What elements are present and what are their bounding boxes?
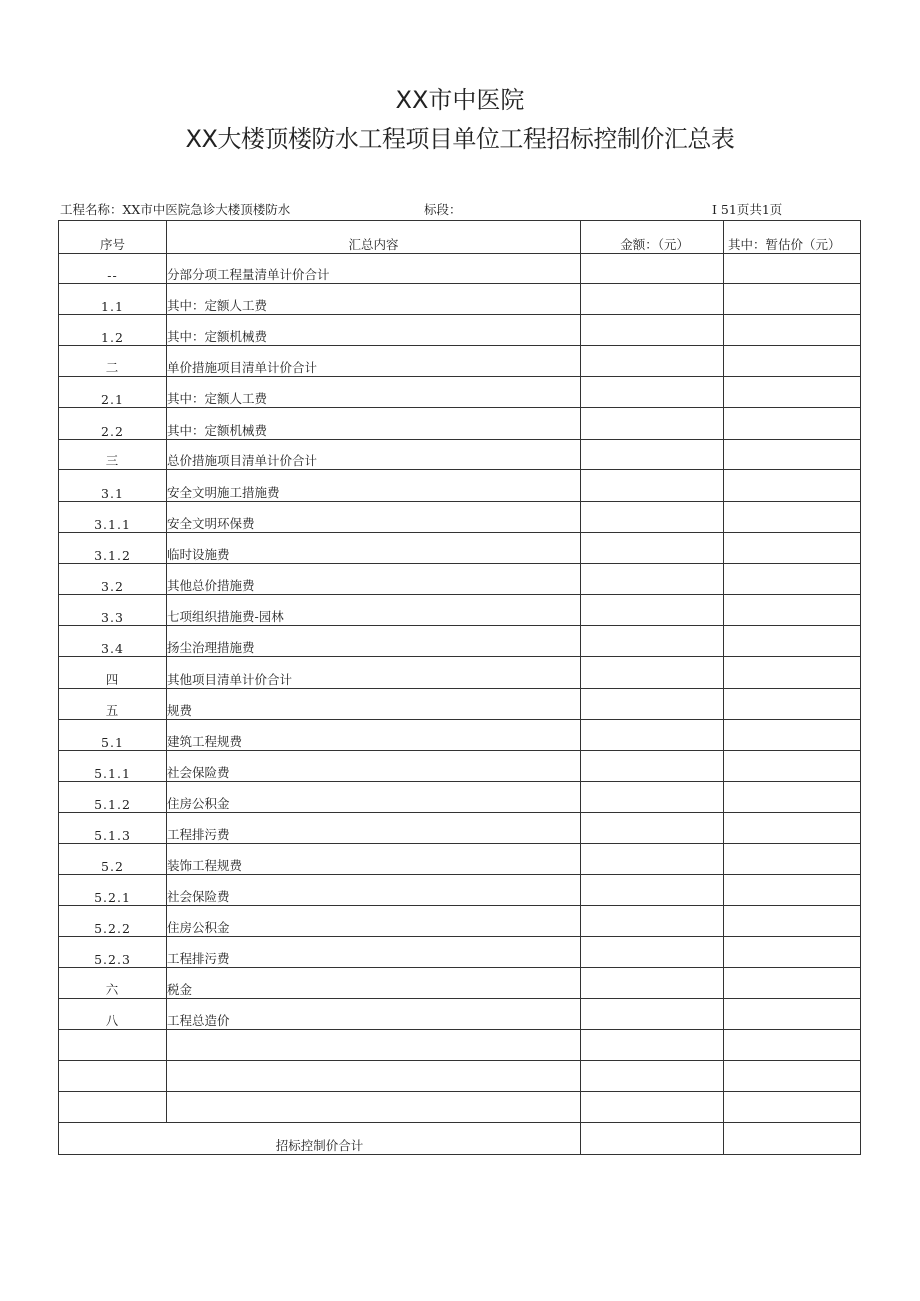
table-row bbox=[59, 1061, 861, 1092]
row-amount-cell bbox=[581, 315, 724, 346]
row-provisional-cell bbox=[724, 968, 861, 999]
row-seq: 八 bbox=[59, 999, 167, 1030]
row-amount-cell bbox=[581, 906, 724, 937]
row-seq bbox=[59, 1092, 167, 1123]
total-amount-cell bbox=[581, 1123, 724, 1155]
row-content: 分部分项工程量清单计价合计 bbox=[167, 254, 581, 284]
row-amount-cell bbox=[581, 1092, 724, 1123]
row-provisional-cell bbox=[724, 315, 861, 346]
table-row bbox=[59, 937, 861, 968]
row-seq: 5.1.1 bbox=[59, 751, 167, 782]
row-seq: 5.1.2 bbox=[59, 782, 167, 813]
table-row bbox=[59, 502, 861, 533]
row-seq: 三 bbox=[59, 440, 167, 470]
row-provisional-cell bbox=[724, 440, 861, 470]
row-provisional-cell bbox=[724, 1061, 861, 1092]
table-row bbox=[59, 657, 861, 689]
row-seq: 3.4 bbox=[59, 626, 167, 657]
row-content: 其他项目清单计价合计 bbox=[167, 657, 581, 689]
table-row bbox=[59, 813, 861, 844]
table-row bbox=[59, 533, 861, 564]
row-provisional-cell bbox=[724, 1092, 861, 1123]
row-content: 总价措施项目清单计价合计 bbox=[167, 440, 581, 470]
page-indicator: I 51页共1页 bbox=[712, 202, 783, 217]
table-row bbox=[59, 844, 861, 875]
row-provisional-cell bbox=[724, 844, 861, 875]
row-provisional-cell bbox=[724, 470, 861, 502]
document-title: XX市中医院 bbox=[395, 86, 525, 114]
row-seq: 3.3 bbox=[59, 595, 167, 626]
row-content: 建筑工程规费 bbox=[167, 720, 581, 751]
row-provisional-cell bbox=[724, 906, 861, 937]
row-provisional-cell bbox=[724, 377, 861, 408]
row-seq bbox=[59, 1030, 167, 1061]
table-row bbox=[59, 254, 861, 284]
row-amount-cell bbox=[581, 470, 724, 502]
row-amount-cell bbox=[581, 1061, 724, 1092]
row-amount-cell bbox=[581, 564, 724, 595]
document-subtitle: XX大楼顶楼防水工程项目单位工程招标控制价汇总表 bbox=[185, 125, 735, 153]
table-row bbox=[59, 564, 861, 595]
row-content: 七项组织措施费-园林 bbox=[167, 595, 581, 626]
row-seq: 四 bbox=[59, 657, 167, 689]
row-content bbox=[167, 1061, 581, 1092]
table-row bbox=[59, 875, 861, 906]
row-seq: 3.1.2 bbox=[59, 533, 167, 564]
row-content: 工程总造价 bbox=[167, 999, 581, 1030]
table-row bbox=[59, 782, 861, 813]
row-seq: 3.1.1 bbox=[59, 502, 167, 533]
row-amount-cell bbox=[581, 533, 724, 564]
table-body bbox=[59, 254, 861, 1123]
row-seq: 五 bbox=[59, 689, 167, 720]
table-row bbox=[59, 470, 861, 502]
row-content: 社会保险费 bbox=[167, 751, 581, 782]
row-amount-cell bbox=[581, 284, 724, 315]
table-row bbox=[59, 408, 861, 440]
row-content: 临时设施费 bbox=[167, 533, 581, 564]
row-amount-cell bbox=[581, 408, 724, 440]
row-provisional-cell bbox=[724, 595, 861, 626]
row-amount-cell bbox=[581, 720, 724, 751]
table-row bbox=[59, 1092, 861, 1123]
row-amount-cell bbox=[581, 844, 724, 875]
row-content: 工程排污费 bbox=[167, 937, 581, 968]
row-content: 其中：定额机械费 bbox=[167, 408, 581, 440]
row-provisional-cell bbox=[724, 502, 861, 533]
row-provisional-cell bbox=[724, 937, 861, 968]
row-seq: 3.2 bbox=[59, 564, 167, 595]
row-amount-cell bbox=[581, 751, 724, 782]
row-content: 其中：定额人工费 bbox=[167, 284, 581, 315]
table-row bbox=[59, 315, 861, 346]
row-amount-cell bbox=[581, 595, 724, 626]
row-amount-cell bbox=[581, 440, 724, 470]
row-content: 装饰工程规费 bbox=[167, 844, 581, 875]
total-row bbox=[59, 1123, 861, 1155]
table-header-row bbox=[59, 221, 861, 254]
row-content: 扬尘治理措施费 bbox=[167, 626, 581, 657]
row-seq: 5.2.2 bbox=[59, 906, 167, 937]
row-content: 单价措施项目清单计价合计 bbox=[167, 346, 581, 377]
row-amount-cell bbox=[581, 689, 724, 720]
row-seq: 六 bbox=[59, 968, 167, 999]
row-amount-cell bbox=[581, 1030, 724, 1061]
row-amount-cell bbox=[581, 875, 724, 906]
table-row bbox=[59, 999, 861, 1030]
row-seq: 5.2 bbox=[59, 844, 167, 875]
row-seq: 5.1.3 bbox=[59, 813, 167, 844]
row-content bbox=[167, 1030, 581, 1061]
row-amount-cell bbox=[581, 657, 724, 689]
summary-table bbox=[58, 220, 861, 1155]
row-content: 其中：定额人工费 bbox=[167, 377, 581, 408]
row-amount-cell bbox=[581, 346, 724, 377]
row-provisional-cell bbox=[724, 751, 861, 782]
row-content: 安全文明环保费 bbox=[167, 502, 581, 533]
row-seq bbox=[59, 1061, 167, 1092]
table-row bbox=[59, 1030, 861, 1061]
row-content: 税金 bbox=[167, 968, 581, 999]
column-header-content: 汇总内容 bbox=[167, 221, 581, 254]
row-seq: 5.2.3 bbox=[59, 937, 167, 968]
total-provisional-cell bbox=[724, 1123, 861, 1155]
row-seq: 1.1 bbox=[59, 284, 167, 315]
row-provisional-cell bbox=[724, 284, 861, 315]
table-row bbox=[59, 626, 861, 657]
table-row bbox=[59, 906, 861, 937]
column-header-provisional: 其中：暂估价（元） bbox=[724, 221, 861, 254]
table-row bbox=[59, 284, 861, 315]
column-header-amount: 金额：（元） bbox=[581, 221, 724, 254]
row-amount-cell bbox=[581, 999, 724, 1030]
table-row bbox=[59, 751, 861, 782]
row-seq: 1.2 bbox=[59, 315, 167, 346]
row-provisional-cell bbox=[724, 1030, 861, 1061]
row-amount-cell bbox=[581, 937, 724, 968]
row-content: 住房公积金 bbox=[167, 906, 581, 937]
row-content: 其他总价措施费 bbox=[167, 564, 581, 595]
row-provisional-cell bbox=[724, 533, 861, 564]
row-seq: 2.1 bbox=[59, 377, 167, 408]
row-seq: 3.1 bbox=[59, 470, 167, 502]
row-provisional-cell bbox=[724, 689, 861, 720]
total-label: 招标控制价合计 bbox=[59, 1123, 581, 1155]
row-seq: -- bbox=[59, 254, 167, 284]
row-content: 安全文明施工措施费 bbox=[167, 470, 581, 502]
row-provisional-cell bbox=[724, 564, 861, 595]
table-row bbox=[59, 720, 861, 751]
row-provisional-cell bbox=[724, 657, 861, 689]
table-row bbox=[59, 346, 861, 377]
project-name: 工程名称：XX市中医院急诊大楼顶楼防水 bbox=[60, 202, 291, 217]
row-amount-cell bbox=[581, 626, 724, 657]
row-provisional-cell bbox=[724, 408, 861, 440]
table-row bbox=[59, 968, 861, 999]
row-content: 住房公积金 bbox=[167, 782, 581, 813]
row-content: 社会保险费 bbox=[167, 875, 581, 906]
row-amount-cell bbox=[581, 968, 724, 999]
row-amount-cell bbox=[581, 813, 724, 844]
row-provisional-cell bbox=[724, 626, 861, 657]
row-seq: 2.2 bbox=[59, 408, 167, 440]
row-content: 工程排污费 bbox=[167, 813, 581, 844]
row-provisional-cell bbox=[724, 999, 861, 1030]
row-seq: 5.1 bbox=[59, 720, 167, 751]
table-row bbox=[59, 440, 861, 470]
row-provisional-cell bbox=[724, 254, 861, 284]
table-row bbox=[59, 377, 861, 408]
row-content bbox=[167, 1092, 581, 1123]
row-content: 规费 bbox=[167, 689, 581, 720]
row-amount-cell bbox=[581, 502, 724, 533]
row-amount-cell bbox=[581, 782, 724, 813]
row-amount-cell bbox=[581, 254, 724, 284]
row-provisional-cell bbox=[724, 720, 861, 751]
section-label: 标段： bbox=[424, 202, 462, 217]
row-content: 其中：定额机械费 bbox=[167, 315, 581, 346]
row-provisional-cell bbox=[724, 875, 861, 906]
row-seq: 5.2.1 bbox=[59, 875, 167, 906]
row-seq: 二 bbox=[59, 346, 167, 377]
row-amount-cell bbox=[581, 377, 724, 408]
row-provisional-cell bbox=[724, 346, 861, 377]
row-provisional-cell bbox=[724, 782, 861, 813]
table-row bbox=[59, 595, 861, 626]
row-provisional-cell bbox=[724, 813, 861, 844]
table-row bbox=[59, 689, 861, 720]
column-header-seq: 序号 bbox=[59, 221, 167, 254]
